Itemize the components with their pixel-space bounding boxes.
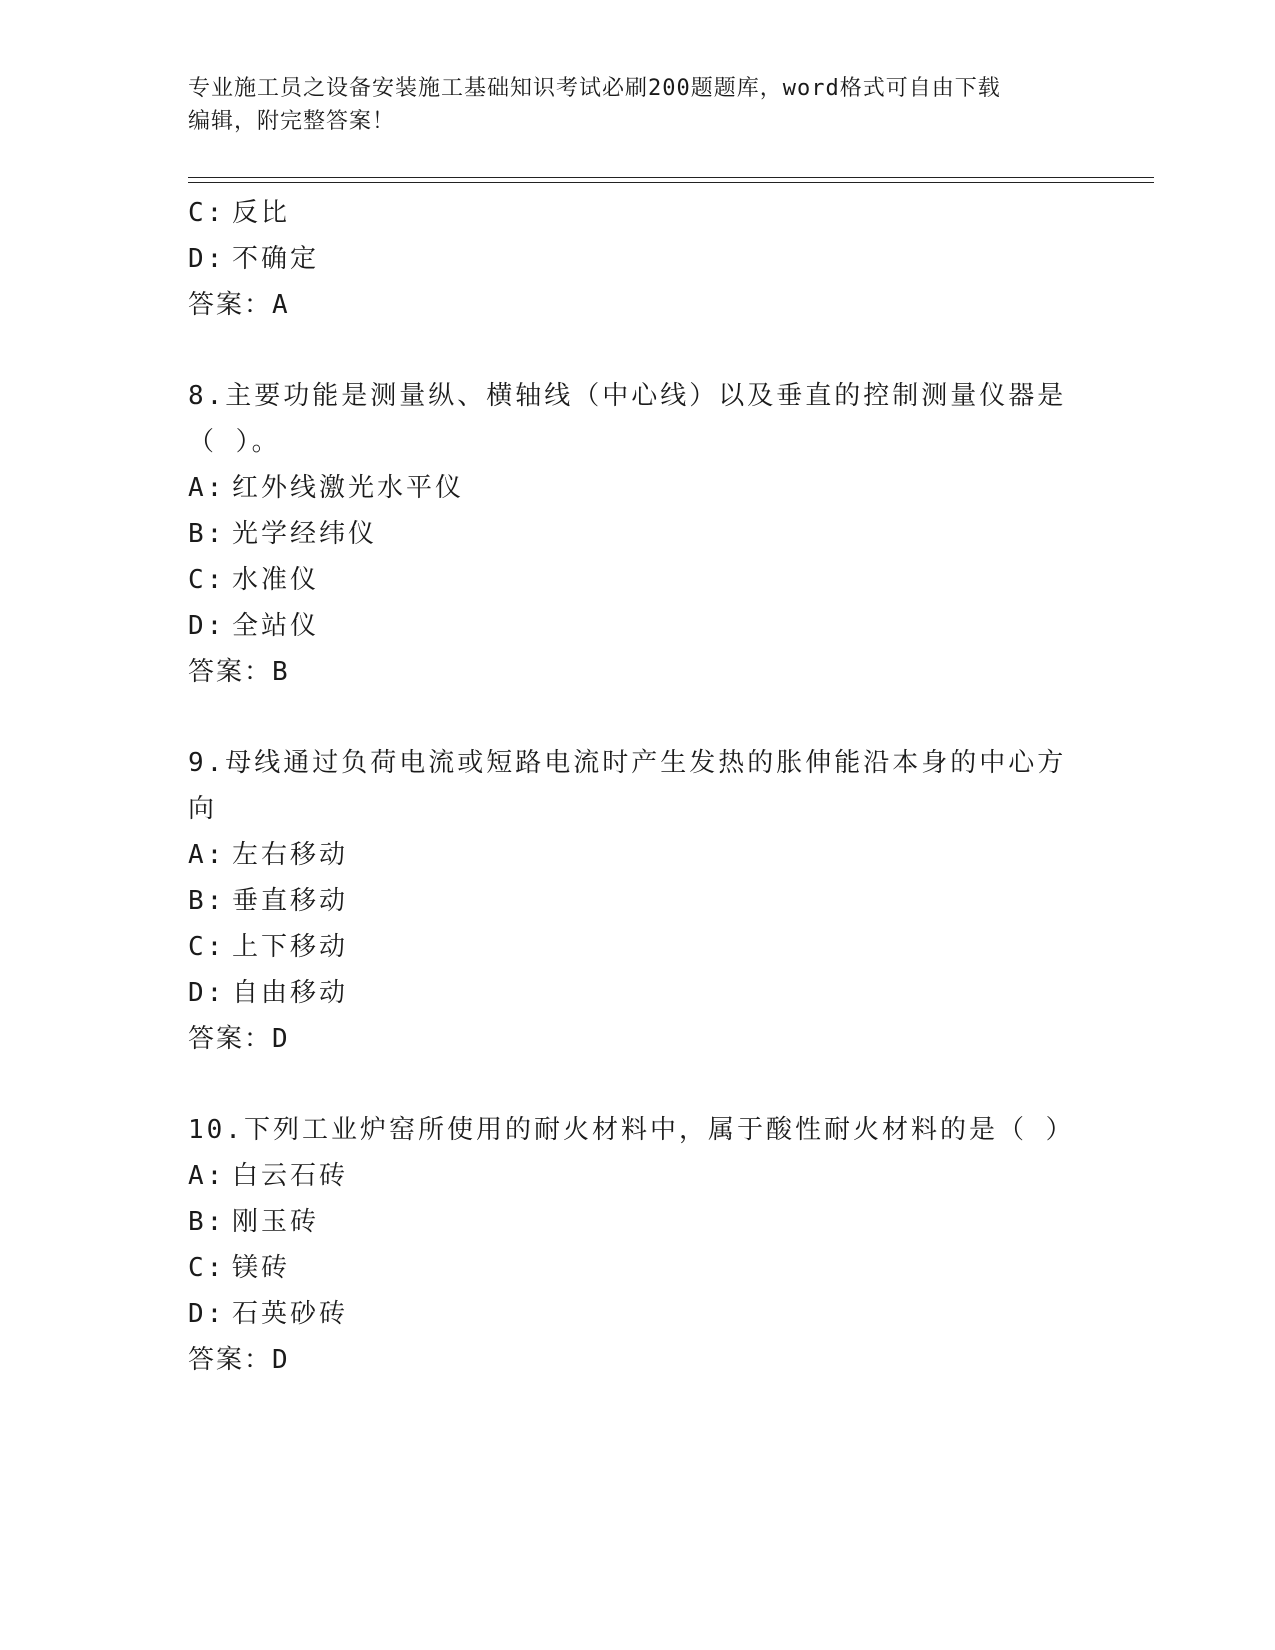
option-b xyxy=(188,511,1088,557)
answer-label: 答案： xyxy=(188,1024,273,1054)
question-fragment xyxy=(188,190,1088,328)
option-b xyxy=(188,878,1088,924)
option-label: A: xyxy=(188,473,226,503)
question-stem-line-1: 8.主要功能是测量纵、横轴线（中心线）以及垂直的控制测量仪器是 xyxy=(188,381,1067,411)
option-c xyxy=(188,924,1088,970)
answer-value: D xyxy=(272,1024,290,1054)
option-label: D: xyxy=(188,244,226,274)
header-line-2: 编辑，附完整答案！ xyxy=(188,109,396,134)
option-label: A: xyxy=(188,840,226,870)
question-stem-line-1: 10.下列工业炉窑所使用的耐火材料中，属于酸性耐火材料的是（ ） xyxy=(188,1115,1075,1145)
option-a xyxy=(188,832,1088,878)
document-body xyxy=(188,190,1088,1383)
answer-label: 答案： xyxy=(188,657,273,687)
option-label: C: xyxy=(188,565,226,595)
option-text: 反比 xyxy=(232,198,291,228)
question-stem-line-1: 9.母线通过负荷电流或短路电流时产生发热的胀伸能沿本身的中心方 xyxy=(188,748,1067,778)
option-label: D: xyxy=(188,1299,226,1329)
option-text: 红外线激光水平仪 xyxy=(232,473,465,503)
option-a xyxy=(188,465,1088,511)
option-text: 不确定 xyxy=(232,244,320,274)
option-text: 光学经纬仪 xyxy=(232,519,378,549)
question-stem-line-2: （ ）。 xyxy=(188,427,281,457)
option-text: 自由移动 xyxy=(232,978,349,1008)
option-c xyxy=(188,1245,1088,1291)
option-text: 白云石砖 xyxy=(232,1161,349,1191)
question-10 xyxy=(188,1107,1088,1383)
option-text: 上下移动 xyxy=(232,932,349,962)
option-label: B: xyxy=(188,1207,226,1237)
option-text: 镁砖 xyxy=(232,1253,291,1283)
answer-line xyxy=(188,649,1088,695)
option-text: 全站仪 xyxy=(232,611,320,641)
option-d xyxy=(188,970,1088,1016)
answer-value: D xyxy=(272,1345,290,1375)
option-c xyxy=(188,190,1088,236)
header-line-1: 专业施工员之设备安装施工基础知识考试必刷200题题库，word格式可自由下载 xyxy=(188,76,1001,101)
option-label: C: xyxy=(188,198,226,228)
option-label: C: xyxy=(188,932,226,962)
option-text: 刚玉砖 xyxy=(232,1207,320,1237)
option-label: A: xyxy=(188,1161,226,1191)
option-d xyxy=(188,603,1088,649)
answer-line xyxy=(188,282,1088,328)
answer-value: A xyxy=(272,290,290,320)
answer-line xyxy=(188,1016,1088,1062)
option-label: B: xyxy=(188,519,226,549)
option-label: C: xyxy=(188,1253,226,1283)
document-header xyxy=(188,72,1088,138)
option-label: D: xyxy=(188,978,226,1008)
option-d xyxy=(188,236,1088,282)
question-stem-line-2: 向 xyxy=(188,794,218,824)
option-text: 水准仪 xyxy=(232,565,320,595)
option-a xyxy=(188,1153,1088,1199)
question-8 xyxy=(188,373,1088,695)
question-9 xyxy=(188,740,1088,1062)
answer-line xyxy=(188,1337,1088,1383)
option-label: B: xyxy=(188,886,226,916)
header-divider-bottom xyxy=(188,182,1154,183)
option-b xyxy=(188,1199,1088,1245)
option-d xyxy=(188,1291,1088,1337)
option-label: D: xyxy=(188,611,226,641)
option-text: 左右移动 xyxy=(232,840,349,870)
option-text: 石英砂砖 xyxy=(232,1299,349,1329)
answer-label: 答案： xyxy=(188,1345,273,1375)
header-divider-top xyxy=(188,177,1154,178)
option-text: 垂直移动 xyxy=(232,886,349,916)
answer-value: B xyxy=(272,657,290,687)
option-c xyxy=(188,557,1088,603)
answer-label: 答案： xyxy=(188,290,273,320)
